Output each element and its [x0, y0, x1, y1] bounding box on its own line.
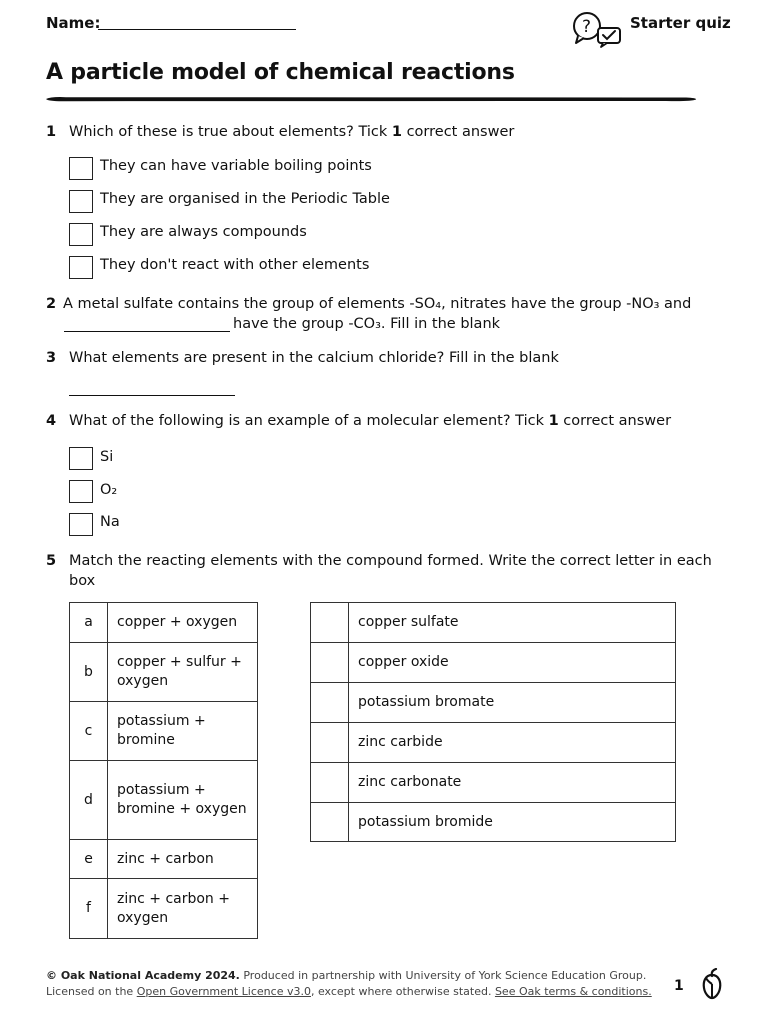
q1-text: Which of these is true about elements? Tick 1 correct answer [69, 124, 515, 140]
terms-link[interactable]: See Oak terms & conditions. [494, 985, 652, 998]
answer-box[interactable] [311, 683, 349, 723]
name-label: Name: [46, 14, 101, 32]
table-row [70, 879, 258, 939]
reactants-cell: zinc + carbon + oxygen [108, 879, 258, 939]
compound-cell: copper sulfate [349, 603, 676, 643]
q5-number: 5 [46, 553, 57, 569]
compounds-table [310, 602, 676, 842]
q4-option-3-label: Na [100, 514, 120, 530]
compound-cell: zinc carbonate [349, 763, 676, 803]
compound-cell: copper oxide [349, 643, 676, 683]
q4-option-1-label: Si [100, 449, 114, 465]
licence-link[interactable]: Open Government Licence v3.0 [136, 985, 311, 998]
reactants-cell: potassium + bromine [108, 702, 258, 761]
q5-text-line1: Match the reacting elements with the compound formed. Write the correct letter in each [69, 553, 712, 569]
q1-option-2-label: They are organised in the Periodic Table [100, 191, 390, 207]
q4-number: 4 [46, 413, 57, 429]
answer-box[interactable] [311, 723, 349, 763]
svg-text:?: ? [582, 17, 592, 37]
q3-text: What elements are present in the calcium chloride? Fill in the blank [69, 350, 559, 366]
q1-option-1-label: They can have variable boiling points [100, 158, 372, 174]
q4-option-2-label: O₂ [100, 482, 118, 498]
q2-text-line2: have the group -CO₃. Fill in the blank [233, 316, 501, 332]
answer-box[interactable] [311, 603, 349, 643]
q4-option-2-checkbox[interactable] [69, 480, 93, 503]
quiz-icon [572, 10, 624, 48]
table-row [311, 763, 676, 803]
table-row [311, 723, 676, 763]
q1-number: 1 [46, 124, 57, 140]
table-row [70, 840, 258, 879]
q1-option-2-checkbox[interactable] [69, 190, 93, 213]
title-underline [46, 96, 698, 102]
reactants-cell: potassium + bromine + oxygen [108, 761, 258, 840]
q5-text-line2: box [69, 573, 96, 589]
row-letter: b [70, 643, 108, 702]
table-row [70, 603, 258, 643]
starter-quiz-label: Starter quiz [630, 14, 731, 32]
table-row [311, 803, 676, 842]
compound-cell: zinc carbide [349, 723, 676, 763]
row-letter: f [70, 879, 108, 939]
q4-option-1-checkbox[interactable] [69, 447, 93, 470]
q4-option-3-checkbox[interactable] [69, 513, 93, 536]
table-row [311, 643, 676, 683]
page-title: A particle model of chemical reactions [46, 60, 515, 85]
footer-line2: Licensed on the Open Government Licence v3.0, except where otherwise stated. See Oak terms & conditions. [46, 985, 652, 998]
table-row [70, 761, 258, 840]
q1-option-4-label: They don't react with other elements [100, 257, 370, 273]
q3-answer-blank[interactable] [69, 395, 235, 396]
copyright: © Oak National Academy 2024. [46, 969, 240, 982]
q1-option-1-checkbox[interactable] [69, 157, 93, 180]
reactants-cell: copper + oxygen [108, 603, 258, 643]
reactants-cell: zinc + carbon [108, 840, 258, 879]
q3-number: 3 [46, 350, 57, 366]
oak-acorn-logo [700, 968, 724, 1000]
compound-cell: potassium bromate [349, 683, 676, 723]
table-row [311, 603, 676, 643]
answer-box[interactable] [311, 763, 349, 803]
q1-option-4-checkbox[interactable] [69, 256, 93, 279]
footer [46, 968, 652, 1000]
row-letter: c [70, 702, 108, 761]
row-letter: e [70, 840, 108, 879]
answer-box[interactable] [311, 803, 349, 842]
q2-number: 2 [46, 296, 57, 312]
row-letter: a [70, 603, 108, 643]
compound-cell: potassium bromide [349, 803, 676, 842]
q2-answer-blank[interactable] [64, 331, 230, 332]
row-letter: d [70, 761, 108, 840]
page-number: 1 [674, 978, 684, 994]
footer-line1: © Oak National Academy 2024. Produced in partnership with University of York Science Education Group. [46, 969, 647, 982]
answer-box[interactable] [311, 643, 349, 683]
q4-text: What of the following is an example of a molecular element? Tick 1 correct answer [69, 413, 672, 429]
q2-text-line1: A metal sulfate contains the group of elements -SO₄, nitrates have the group -NO₃ and [63, 296, 692, 312]
name-input-line[interactable] [98, 29, 296, 30]
reactants-cell: copper + sulfur + oxygen [108, 643, 258, 702]
table-row [70, 702, 258, 761]
table-row [70, 643, 258, 702]
table-row [311, 683, 676, 723]
reactants-table [69, 602, 258, 939]
q1-option-3-label: They are always compounds [100, 224, 307, 240]
q1-option-3-checkbox[interactable] [69, 223, 93, 246]
